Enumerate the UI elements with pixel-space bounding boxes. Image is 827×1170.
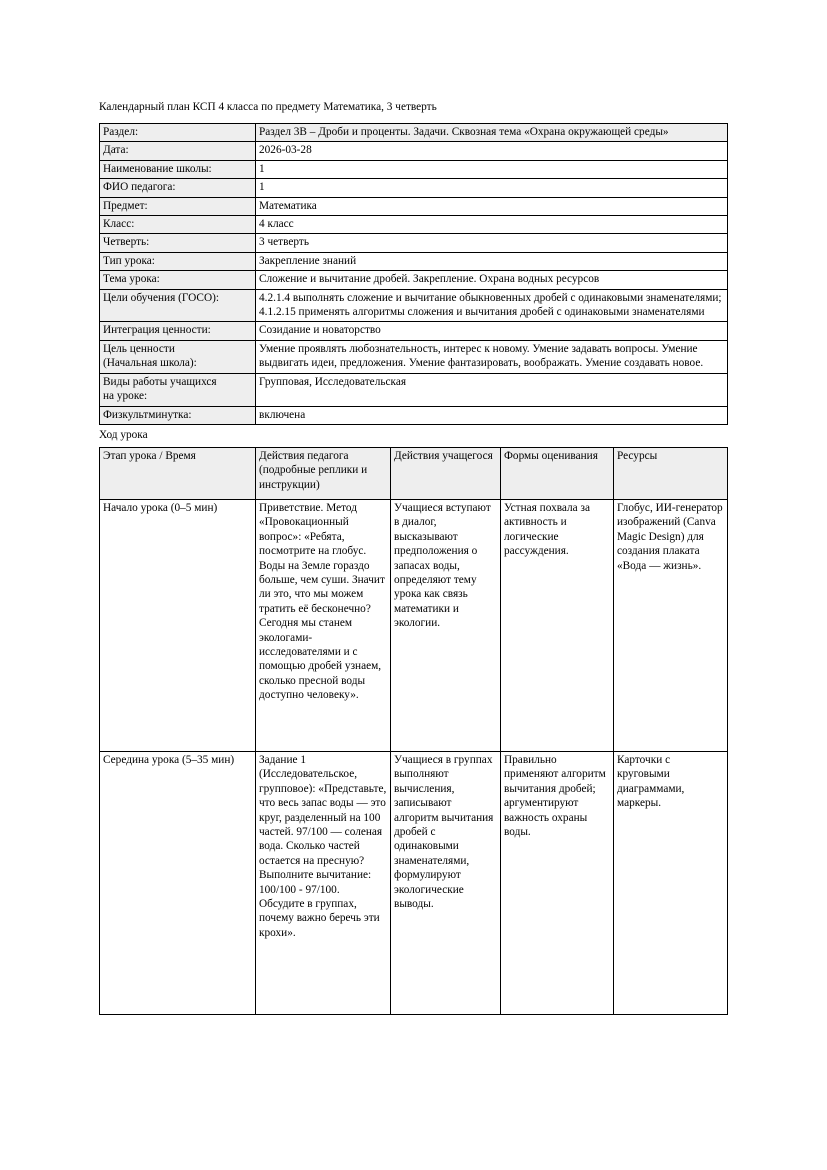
info-value: 3 четверть bbox=[256, 234, 728, 252]
info-label-line: на уроке: bbox=[103, 390, 148, 403]
column-header-assessment: Формы оценивания bbox=[501, 447, 614, 499]
cell-resources: Карточки с круговыми диаграммами, маркеры. bbox=[614, 751, 728, 1014]
cell-student-actions: Учащиеся вступают в диалог, высказывают предположения о запасах воды, определяют тему урока как связь математики и экологии. bbox=[391, 499, 501, 751]
table-row bbox=[100, 179, 728, 197]
info-label: Дата: bbox=[100, 142, 256, 160]
page-title: Календарный план КСП 4 класса по предмету Математика, 3 четверть bbox=[99, 101, 437, 113]
cell-stage: Начало урока (0–5 мин) bbox=[100, 499, 256, 751]
table-row bbox=[100, 373, 728, 406]
table-row bbox=[100, 216, 728, 234]
cell-student-actions: Учащиеся в группах выполняют вычисления, записывают алгоритм вычитания дробей с одинаковыми знаменателями, формулируют экологические выводы. bbox=[391, 751, 501, 1014]
table-row bbox=[100, 499, 728, 751]
column-header-student-actions: Действия учащегося bbox=[391, 447, 501, 499]
lesson-flow-caption: Ход урока bbox=[99, 428, 148, 441]
cell-teacher-actions: Задание 1 (Исследовательское, групповое): «Представьте, что весь запас воды — это круг, разделенный на 100 частей. 97/100 — соленая вода. Сколько частей остается на пресную? Выполните вычитание: 100/100 - 97/100. Обсудите в группах, почему важно беречь эти крохи». bbox=[256, 751, 391, 1014]
column-header-stage: Этап урока / Время bbox=[100, 447, 256, 499]
info-label-line: (Начальная школа): bbox=[103, 357, 197, 370]
table-row bbox=[100, 340, 728, 373]
info-value: Математика bbox=[256, 197, 728, 215]
table-row bbox=[100, 124, 728, 142]
table-row bbox=[100, 160, 728, 178]
table-row bbox=[100, 197, 728, 215]
info-value: 1 bbox=[256, 179, 728, 197]
table-row bbox=[100, 289, 728, 322]
cell-stage: Середина урока (5–35 мин) bbox=[100, 751, 256, 1014]
table-row bbox=[100, 234, 728, 252]
info-label: Четверть: bbox=[100, 234, 256, 252]
column-header-resources: Ресурсы bbox=[614, 447, 728, 499]
table-header-row bbox=[100, 447, 728, 499]
info-label-line: Цель ценности bbox=[103, 342, 175, 355]
info-label: Раздел: bbox=[100, 124, 256, 142]
info-value: 4.2.1.4 выполнять сложение и вычитание обыкновенных дробей с одинаковыми знаменателями; 4.1.2.15 применять алгоритмы сложения и вычитания дробей с одинаковыми знаменателями bbox=[256, 289, 728, 322]
table-row bbox=[100, 271, 728, 289]
info-label: ФИО педагога: bbox=[100, 179, 256, 197]
info-label: Класс: bbox=[100, 216, 256, 234]
info-label: Тип урока: bbox=[100, 252, 256, 270]
table-row bbox=[100, 252, 728, 270]
info-value: Созидание и новаторство bbox=[256, 322, 728, 340]
document-content bbox=[99, 100, 727, 1015]
info-label: Цели обучения (ГОСО): bbox=[100, 289, 256, 322]
info-value: 4 класс bbox=[256, 216, 728, 234]
info-label bbox=[100, 340, 256, 373]
column-header-teacher-actions: Действия педагога (подробные реплики и инструкции) bbox=[256, 447, 391, 499]
info-value: Сложение и вычитание дробей. Закрепление. Охрана водных ресурсов bbox=[256, 271, 728, 289]
table-row bbox=[100, 751, 728, 1014]
lesson-flow-table bbox=[99, 447, 728, 1015]
info-label bbox=[100, 373, 256, 406]
info-label: Физкультминутка: bbox=[100, 406, 256, 424]
table-row bbox=[100, 142, 728, 160]
info-value: Групповая, Исследовательская bbox=[256, 373, 728, 406]
info-label: Предмет: bbox=[100, 197, 256, 215]
info-label: Тема урока: bbox=[100, 271, 256, 289]
cell-assessment: Правильно применяют алгоритм вычитания дробей; аргументируют важность охраны воды. bbox=[501, 751, 614, 1014]
lesson-info-table bbox=[99, 123, 728, 425]
info-value: включена bbox=[256, 406, 728, 424]
cell-assessment: Устная похвала за активность и логические рассуждения. bbox=[501, 499, 614, 751]
info-label: Интеграция ценности: bbox=[100, 322, 256, 340]
cell-resources: Глобус, ИИ-генератор изображений (Canva Magic Design) для создания плаката «Вода — жизнь». bbox=[614, 499, 728, 751]
info-label: Наименование школы: bbox=[100, 160, 256, 178]
info-value: Закрепление знаний bbox=[256, 252, 728, 270]
info-label-line: Виды работы учащихся bbox=[103, 375, 217, 388]
info-value: 1 bbox=[256, 160, 728, 178]
info-value: Раздел 3В – Дроби и проценты. Задачи. Сквозная тема «Охрана окружающей среды» bbox=[256, 124, 728, 142]
table-row bbox=[100, 322, 728, 340]
info-value: Умение проявлять любознательность, интерес к новому. Умение задавать вопросы. Умение выдвигать идеи, предложения. Умение фантазировать, воображать. Умение создавать новое. bbox=[256, 340, 728, 373]
table-row bbox=[100, 406, 728, 424]
cell-teacher-actions: Приветствие. Метод «Провокационный вопрос»: «Ребята, посмотрите на глобус. Воды на Земле гораздо больше, чем суши. Значит ли это, что мы можем тратить её бесконечно? Сегодня мы станем экологами-исследователями и с помощью дробей узнаем, сколько пресной воды доступно человеку». bbox=[256, 499, 391, 751]
info-value: 2026-03-28 bbox=[256, 142, 728, 160]
